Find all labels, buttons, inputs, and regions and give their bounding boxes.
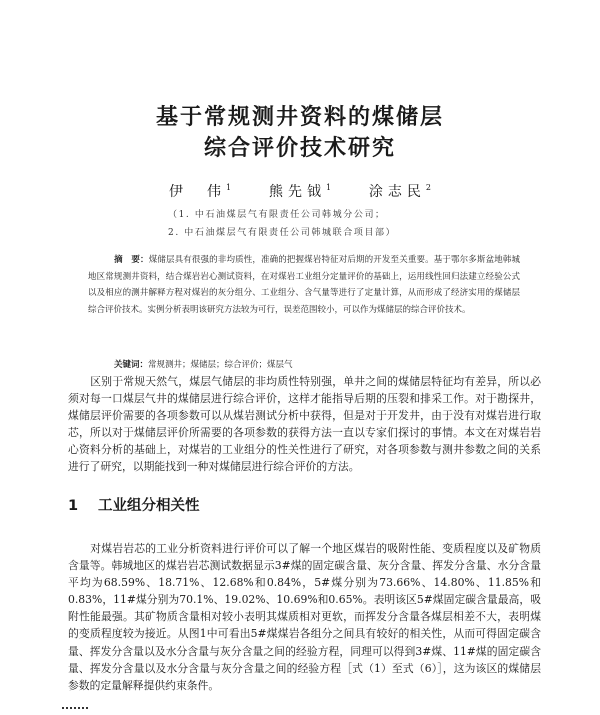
abstract-text: 煤储层具有很强的非均质性，准确的把握煤岩特征对后期的开发至关重要。基于鄂尔多斯盆地韩城地区常规测井资料，结合煤岩岩心测试资料，在对煤岩工业组分定量评价的基础上，运用线性回归法建立经验公式以及相应的测井解释方程对煤岩的灰分组分、工业组分、含气量等进行了定量计算，从而形成了经济实用的煤储层综合评价技术。实例分析表明该研究方法较为可行，误差范围较小，可以作为煤储层的综合评价技术。	[88, 255, 520, 315]
keywords-text: 常规测井；煤储层；综合评价；煤层气	[148, 360, 293, 370]
section-1-text: 对煤岩岩芯的工业分析资料进行评价可以了解一个地区煤岩的吸附性能、变质程度以及矿物质含量等。韩城地区的煤岩岩芯测试数据显示3#煤的固定碳含量、灰分含量、挥发分含量、水分含量平均为68.59%、18.71%、12.68%和0.84%，5#煤分别为73.66%、14.80%、11.85%和0.83%，11#煤分别为70.1%、19.02%、10.69%和0.65%。表明该区5#煤固定碳含量最高，吸附性能最强。其矿物质含量相对较小表明其煤质相对更软，而挥发分含量各煤层相差不大，表明煤的变质程度较为接近。从图1中可看出5#煤煤岩各组分之间具有较好的相关性，从而可得固定碳含量、挥发分含量以及水分含量与灰分含量之间的经验方程，同理可以得到3#煤、11#煤的固定碳含量、挥发分含量以及水分含量与灰分含量之间的经验方程［式（1）至式（6）］，这为该区的煤储层参数的定量解释提供约束条件。	[68, 542, 541, 692]
paper-title-line-1: 基于常规测井资料的煤储层	[155, 105, 444, 130]
abstract-label: 摘 要：	[114, 255, 149, 265]
abstract	[88, 252, 520, 318]
page-folio-mark	[62, 707, 88, 713]
intro-paragraph	[68, 373, 541, 476]
author-1: 伊 伟$^1$	[169, 183, 232, 200]
section-1-number: 1	[68, 498, 79, 514]
paper-title-line-2: 综合评价技术研究	[203, 136, 396, 161]
section-1-heading	[68, 494, 200, 515]
affiliation-2: 2. 中石油煤层气有限责任公司韩城联合项目部）	[168, 228, 397, 238]
keywords-label: 关键词：	[114, 360, 149, 370]
author-2: 熊先钺$^1$	[268, 183, 332, 200]
keywords	[88, 358, 520, 370]
intro-text: 区别于常规天然气，煤层气储层的非均质性特别强，单井之间的煤储层特征均有差异，所以必须对每一口煤层气井的煤储层进行综合评价，这样才能指导后期的压裂和排采工作。对于勘探井，煤储层评价需要的各项参数可以从煤岩测试分析中获得，但是对于开发井，由于没有对煤岩进行取芯，所以对于煤储层评价所需要的各项参数的获得方法一直以专家们探讨的事情。本文在对煤岩岩心资料分析的基础上，对煤岩的工业组分的性关性进行了研究，对各项参数与测井参数之间的关系进行了研究，以期能找到一种对煤储层进行综合评价的方法。	[68, 375, 541, 474]
affiliation-1: （1. 中石油煤层气有限责任公司韩城分公司；	[168, 210, 386, 220]
section-1-paragraph	[68, 540, 541, 694]
section-1-title: 工业组分相关性	[98, 498, 200, 514]
author-list	[0, 181, 600, 201]
author-3: 涂志民$^2$	[368, 183, 431, 200]
